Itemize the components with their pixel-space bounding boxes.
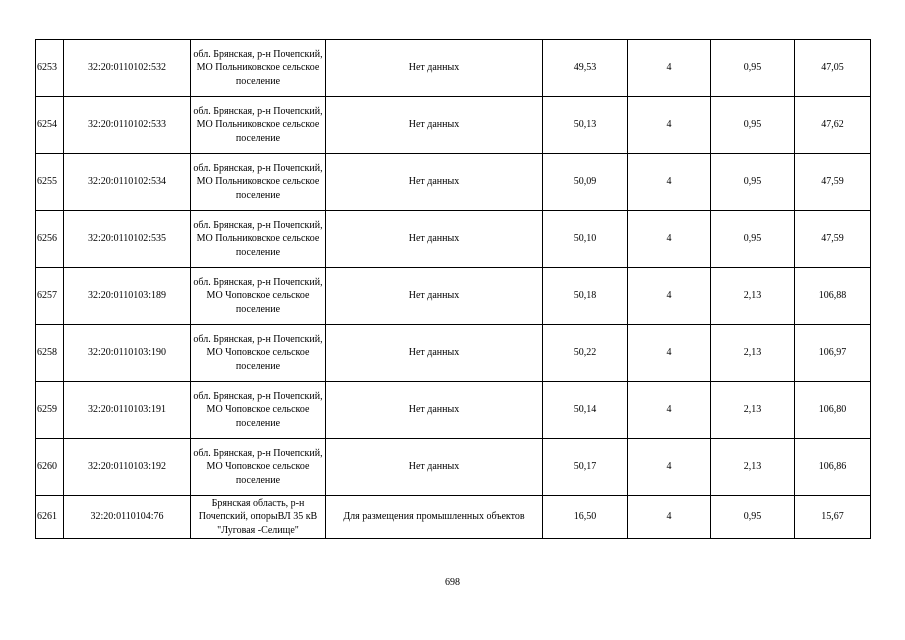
area-cell: 50,18: [543, 268, 628, 325]
rate-cell: 0,95: [711, 211, 795, 268]
purpose-cell: Нет данных: [326, 382, 543, 439]
rate-cell: 0,95: [711, 40, 795, 97]
purpose-cell: Для размещения промышленных объектов: [326, 496, 543, 539]
address-cell: обл. Брянская, р-н Почепский, МО Польниковское сельское поселение: [191, 211, 326, 268]
rate-cell: 0,95: [711, 496, 795, 539]
area-cell: 50,10: [543, 211, 628, 268]
value-cell: 106,86: [795, 439, 871, 496]
address-cell: обл. Брянская, р-н Почепский, МО Чоповское сельское поселение: [191, 439, 326, 496]
purpose-cell: Нет данных: [326, 40, 543, 97]
group-cell: 4: [628, 439, 711, 496]
address-cell: обл. Брянская, р-н Почепский, МО Польниковское сельское поселение: [191, 40, 326, 97]
group-cell: 4: [628, 496, 711, 539]
cadastral-number: 32:20:0110103:190: [64, 325, 191, 382]
area-cell: 50,13: [543, 97, 628, 154]
area-cell: 50,14: [543, 382, 628, 439]
cadastral-number: 32:20:0110102:534: [64, 154, 191, 211]
value-cell: 47,05: [795, 40, 871, 97]
purpose-cell: Нет данных: [326, 325, 543, 382]
group-cell: 4: [628, 382, 711, 439]
group-cell: 4: [628, 40, 711, 97]
table-row: [36, 97, 871, 154]
purpose-cell: Нет данных: [326, 154, 543, 211]
row-number: 6256: [36, 211, 64, 268]
cadastral-number: 32:20:0110103:189: [64, 268, 191, 325]
row-number: 6261: [36, 496, 64, 539]
group-cell: 4: [628, 97, 711, 154]
row-number: 6255: [36, 154, 64, 211]
table-row: [36, 268, 871, 325]
cadastral-number: 32:20:0110103:191: [64, 382, 191, 439]
value-cell: 15,67: [795, 496, 871, 539]
area-cell: 50,22: [543, 325, 628, 382]
area-cell: 50,09: [543, 154, 628, 211]
table-row: [36, 40, 871, 97]
row-number: 6260: [36, 439, 64, 496]
address-cell: обл. Брянская, р-н Почепский, МО Польниковское сельское поселение: [191, 154, 326, 211]
table-row: [36, 439, 871, 496]
cadastral-number: 32:20:0110103:192: [64, 439, 191, 496]
table-row: [36, 496, 871, 539]
row-number: 6254: [36, 97, 64, 154]
page-number: 698: [445, 577, 460, 588]
area-cell: 49,53: [543, 40, 628, 97]
cadastral-number: 32:20:0110102:533: [64, 97, 191, 154]
table-row: [36, 211, 871, 268]
area-cell: 16,50: [543, 496, 628, 539]
purpose-cell: Нет данных: [326, 439, 543, 496]
registry-table: [35, 39, 871, 539]
value-cell: 106,88: [795, 268, 871, 325]
value-cell: 47,59: [795, 154, 871, 211]
rate-cell: 2,13: [711, 268, 795, 325]
rate-cell: 2,13: [711, 325, 795, 382]
row-number: 6258: [36, 325, 64, 382]
group-cell: 4: [628, 325, 711, 382]
table-row: [36, 382, 871, 439]
value-cell: 47,59: [795, 211, 871, 268]
group-cell: 4: [628, 211, 711, 268]
rate-cell: 0,95: [711, 97, 795, 154]
purpose-cell: Нет данных: [326, 268, 543, 325]
value-cell: 106,80: [795, 382, 871, 439]
table-row: [36, 325, 871, 382]
rate-cell: 2,13: [711, 439, 795, 496]
cadastral-number: 32:20:0110102:532: [64, 40, 191, 97]
row-number: 6253: [36, 40, 64, 97]
address-cell: Брянская область, р-н Почепский, опорыВЛ 35 кВ "Луговая -Селище": [191, 496, 326, 539]
row-number: 6257: [36, 268, 64, 325]
group-cell: 4: [628, 154, 711, 211]
address-cell: обл. Брянская, р-н Почепский, МО Чоповское сельское поселение: [191, 382, 326, 439]
cadastral-number: 32:20:0110102:535: [64, 211, 191, 268]
address-cell: обл. Брянская, р-н Почепский, МО Польниковское сельское поселение: [191, 97, 326, 154]
table-row: [36, 154, 871, 211]
purpose-cell: Нет данных: [326, 211, 543, 268]
rate-cell: 0,95: [711, 154, 795, 211]
purpose-cell: Нет данных: [326, 97, 543, 154]
rate-cell: 2,13: [711, 382, 795, 439]
address-cell: обл. Брянская, р-н Почепский, МО Чоповское сельское поселение: [191, 268, 326, 325]
group-cell: 4: [628, 268, 711, 325]
address-cell: обл. Брянская, р-н Почепский, МО Чоповское сельское поселение: [191, 325, 326, 382]
row-number: 6259: [36, 382, 64, 439]
area-cell: 50,17: [543, 439, 628, 496]
value-cell: 106,97: [795, 325, 871, 382]
cadastral-number: 32:20:0110104:76: [64, 496, 191, 539]
value-cell: 47,62: [795, 97, 871, 154]
